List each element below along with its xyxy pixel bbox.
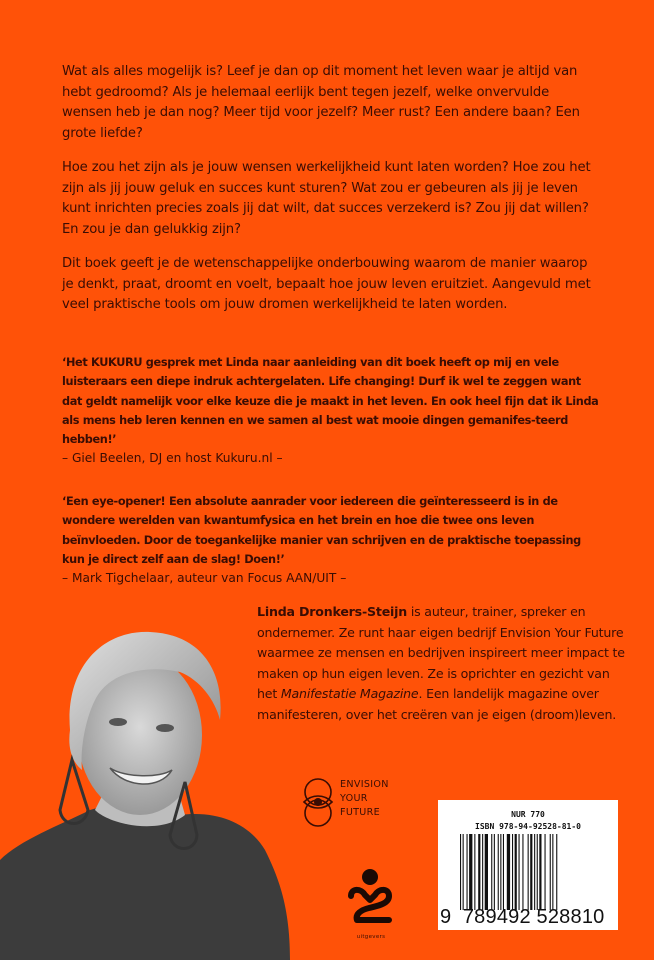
barcode-bar — [474, 834, 475, 910]
intro-paragraph-1: Wat als alles mogelijk is? Leef je dan op dit moment het leven waar je altijd van hebt gedroomd? Als je helemaal eerlijk bent tegen jezelf, welke onvervulde wensen heb je dan nog? Meer tijd voor jezelf? Meer rust? Een andere baan? Een grote liefde? — [62, 64, 580, 141]
barcode-bar — [460, 834, 461, 910]
barcode-bar — [545, 834, 546, 910]
shoulders — [0, 807, 290, 960]
barcode-bar — [530, 834, 532, 910]
barcode-bar — [534, 834, 535, 910]
envision-logo-text — [340, 778, 389, 820]
s2-publisher-logo-icon — [343, 868, 398, 928]
barcode-bar — [503, 834, 504, 910]
barcode-bar — [552, 834, 553, 910]
barcode-bar — [537, 834, 538, 910]
barcode-bar — [550, 834, 551, 910]
author-photo — [0, 610, 290, 960]
isbn-number: ISBN 978-94-92528-81-0 — [475, 822, 581, 831]
barcode-bar — [507, 834, 510, 910]
barcode-first-digit: 9 — [440, 906, 452, 928]
quote-text: ‘Een eye-opener! Een absolute aanrader voor iedereen die geïnteresseerd is in de wondere werelden van kwantumfysica en het brein en hoe die twee ons leven beïnvloeden. Door de toegankelijke manier van schrijven en de praktische toepassing kun je direct zelf aan de slag! Doen!’ — [62, 495, 581, 566]
barcode-bar — [478, 834, 480, 910]
publisher-name: uitgevers — [356, 934, 386, 940]
barcode-digits — [440, 906, 604, 929]
barcode-bar — [469, 834, 472, 910]
barcode-bar — [498, 834, 499, 910]
quote-attribution: – Giel Beelen, DJ en host Kukuru.nl – — [62, 451, 283, 466]
barcode-bar — [528, 834, 529, 910]
barcode-bar — [467, 834, 468, 910]
barcode-bar — [494, 834, 495, 910]
barcode-bar — [522, 834, 523, 910]
barcode-bar — [556, 834, 557, 910]
intro-paragraph-2: Hoe zou het zijn als je jouw wensen werkelijkheid kunt laten worden? Hoe zou het zijn als jij jouw geluk en succes kunt sturen? Wat zou er gebeuren als jij je leven kunt inrichten precies zoals jij dat wilt, dat succes verzekerd is? Zou jij dat willen? En zou je dan gelukkig zijn? — [62, 160, 591, 237]
logo-line: FUTURE — [340, 807, 380, 818]
barcode-bar — [500, 834, 501, 910]
bio-text-1: is auteur, trainer, spreker en ondernemer. Ze runt haar eigen bedrijf Envision Your Future waarmee ze mensen en bedrijven inspireert meer impact te maken op hun eigen leven. Ze is oprichter en gezicht van het — [257, 604, 625, 701]
intro-paragraph-3: Dit boek geeft je de wetenschappelijke onderbouwing waarom de manier waarop je denkt, praat, droomt en voelt, bepaalt hoe jouw leven eruitziet. Aangevuld met veel praktische tools om jouw dromen werkelijkheid te laten worden. — [62, 256, 591, 313]
barcode-bar — [482, 834, 483, 910]
barcode-bars — [460, 834, 600, 910]
endorsement-quote-2 — [62, 492, 602, 588]
bio-text-2: . Een landelijk magazine over manifesteren, over het creëren van je eigen (droom)leven. — [257, 686, 617, 722]
logo-line: ENVISION — [340, 779, 389, 790]
barcode-bar — [515, 834, 517, 910]
barcode-bar — [491, 834, 492, 910]
logo-line: YOUR — [340, 793, 368, 804]
nur-code: NUR 770 — [511, 810, 545, 819]
barcode-bar — [519, 834, 520, 910]
author-name: Linda Dronkers-Steijn — [257, 604, 408, 619]
isbn-barcode — [438, 800, 618, 930]
barcode-bar — [485, 834, 488, 910]
barcode-bar — [512, 834, 513, 910]
author-bio — [257, 602, 627, 725]
magazine-title: Manifestatie Magazine — [280, 686, 419, 701]
endorsement-quote-1 — [62, 353, 602, 469]
barcode-bar — [539, 834, 541, 910]
barcode-digits-rest: 789492 528810 — [462, 906, 605, 928]
barcode-bar — [463, 834, 464, 910]
quote-attribution: – Mark Tigchelaar, auteur van Focus AAN/UIT – — [62, 571, 347, 586]
quote-text: ‘Het KUKURU gesprek met Linda naar aanleiding van dit boek heeft op mij en vele luisteraars een diepe indruk achtergelaten. Life changing! Durf ik wel te zeggen want dat geldt namelijk voor elke keuze die je maakt in het leven. En ook heel fijn dat ik Linda als mens heb leren kennen en we samen al best wat mooie dingen gemanifes-teerd hebben!’ — [62, 356, 599, 447]
